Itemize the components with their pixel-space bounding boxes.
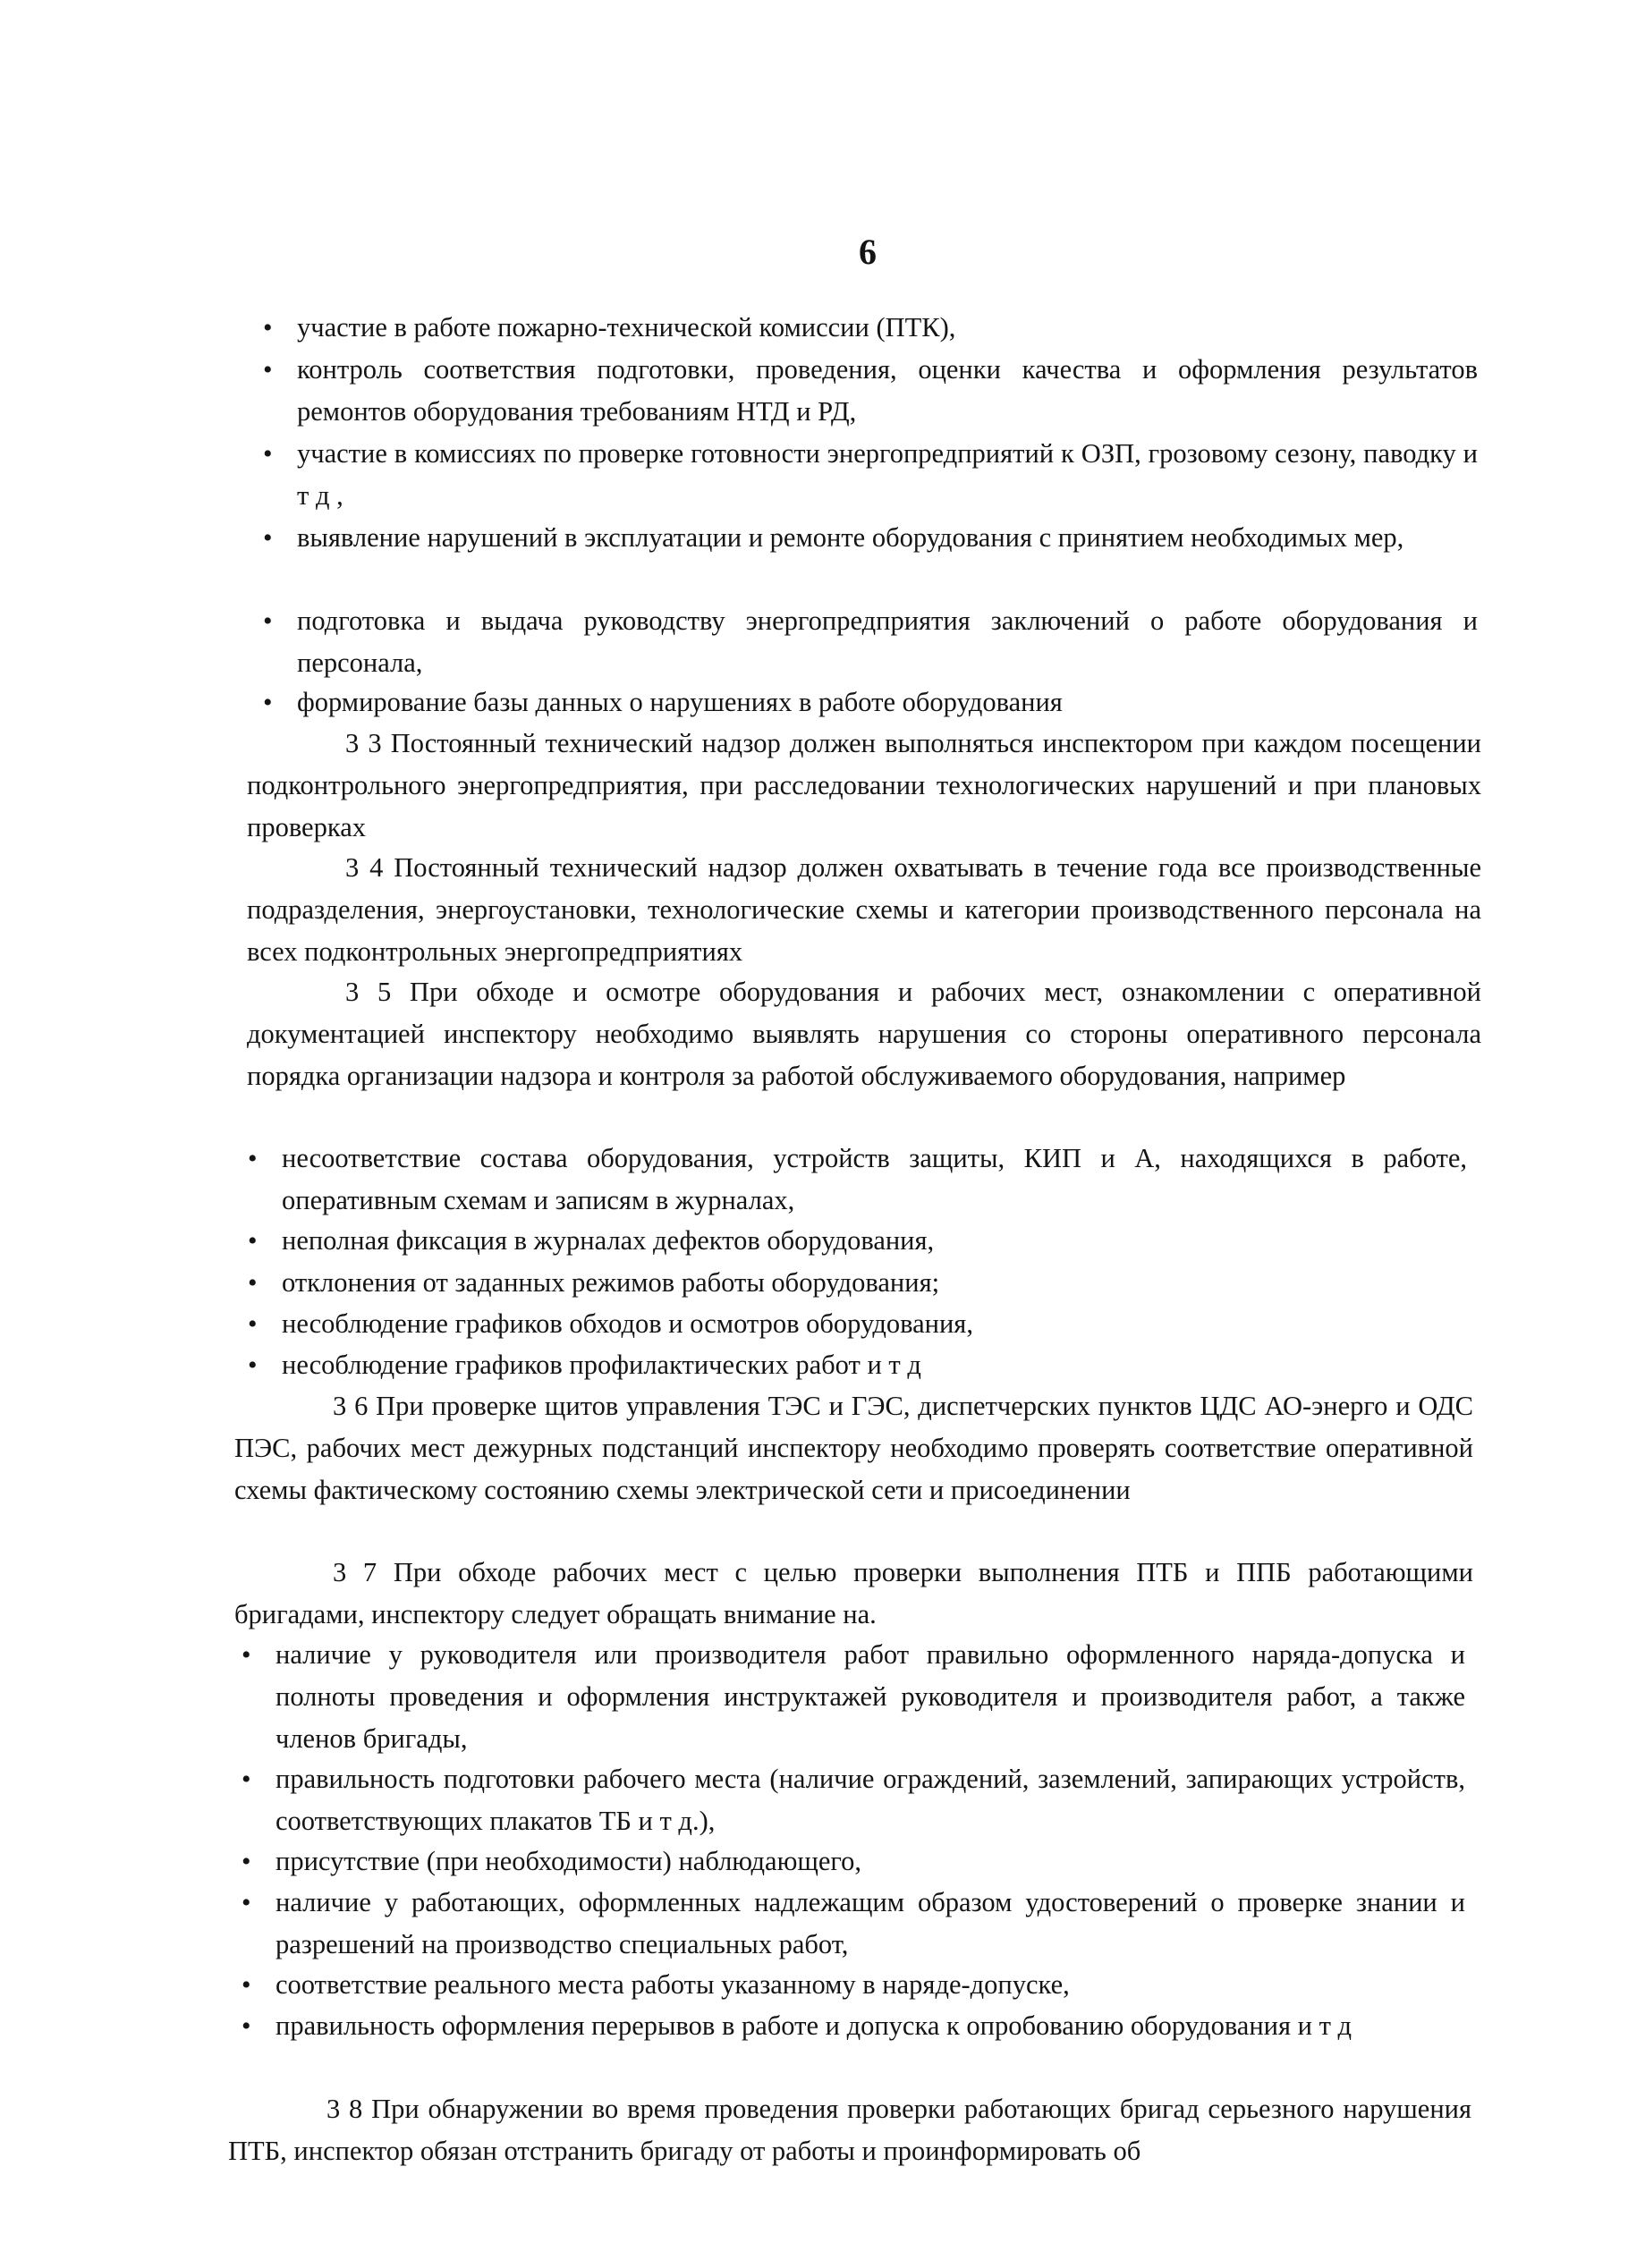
list-item: • выявление нарушений в эксплуатации и ремонте оборудования с принятием необходимых мер, <box>297 517 1478 559</box>
list-item: • подготовка и выдача руководству энергопредприятия заключений о работе оборудования и персонала, <box>297 600 1478 684</box>
list-item: • несоответствие состава оборудования, устройств защиты, КИП и А, находящихся в работе, оперативным схемам и записям в журналах, <box>282 1138 1467 1222</box>
list-item: • участие в работе пожарно-технической комиссии (ПТК), <box>297 307 1478 349</box>
paragraph-3-3: 3 3 Постоянный технический надзор должен выполняться инспектором при каждом посещении подконтрольного энергопредприятия, при расследовании технологических нарушений и при плановых проверках <box>247 728 1481 842</box>
list-item: • отклонения от заданных режимов работы оборудования; <box>282 1262 1467 1304</box>
list-item: • формирование базы данных о нарушениях в работе оборудования <box>297 681 1478 724</box>
paragraph-3-6: 3 6 При проверке щитов управления ТЭС и ГЭС, диспетчерских пунктов ЦДС АО-энерго и ОДС ПЭС, рабочих мест дежурных подстанций инспектору необходимо проверять соответствие оперативной схемы фактическому состоянию схемы электрической сети и присоединении <box>234 1391 1473 1505</box>
list-item: • наличие у работающих, оформленных надлежащим образом удостоверений о проверке знании и разрешений на производство специальных работ, <box>276 1882 1465 1966</box>
page-number: 6 <box>859 232 877 272</box>
list-item: • несоблюдение графиков обходов и осмотров оборудования, <box>282 1303 1467 1345</box>
list-item: • контроль соответствия подготовки, проведения, оценки качества и оформления результатов ремонтов оборудования требованиям НТД и РД, <box>297 349 1478 433</box>
list-item: • правильность оформления перерывов в работе и допуска к опробованию оборудования и т д <box>276 2005 1465 2047</box>
paragraph-3-8: 3 8 При обнаружении во время проведения проверки работающих бригад серьезного нарушения ПТБ, инспектор обязан отстранить бригаду от работы и проинформировать об <box>228 2094 1471 2166</box>
list-item: • несоблюдение графиков профилактических работ и т д <box>282 1344 1467 1386</box>
list-item: • участие в комиссиях по проверке готовности энергопредприятий к ОЗП, грозовому сезону, паводку и т д , <box>297 433 1478 517</box>
list-item: • неполная фиксация в журналах дефектов оборудования, <box>282 1220 1467 1262</box>
paragraph-3-4: 3 4 Постоянный технический надзор должен охватывать в течение года все производственные подразделения, энергоустановки, технологические схемы и категории производственного персонала на всех подконтрольных энергопредприятиях <box>247 852 1481 967</box>
list-item: • соответствие реального места работы указанному в наряде-допуске, <box>276 1964 1465 2006</box>
paragraph-3-5: 3 5 При обходе и осмотре оборудования и рабочих мест, ознакомлении с оперативной документацией инспектору необходимо выявлять нарушения со стороны оперативного персонала порядка организации надзора и контроля за работой обслуживаемого оборудования, например <box>247 977 1481 1091</box>
list-item: • присутствие (при необходимости) наблюдающего, <box>276 1841 1465 1883</box>
list-item: • правильность подготовки рабочего места (наличие ограждений, заземлений, запирающих устройств, соответствующих плакатов ТБ и т д.), <box>276 1758 1465 1842</box>
paragraph-3-7: 3 7 При обходе рабочих мест с целью проверки выполнения ПТБ и ППБ работающими бригадами, инспектору следует обращать внимание на. <box>234 1557 1473 1629</box>
list-item: • наличие у руководителя или производителя работ правильно оформленного наряда-допуска и полноты проведения и оформления инструктажей руководителя и производителя работ, а также членов бригады, <box>276 1634 1465 1760</box>
